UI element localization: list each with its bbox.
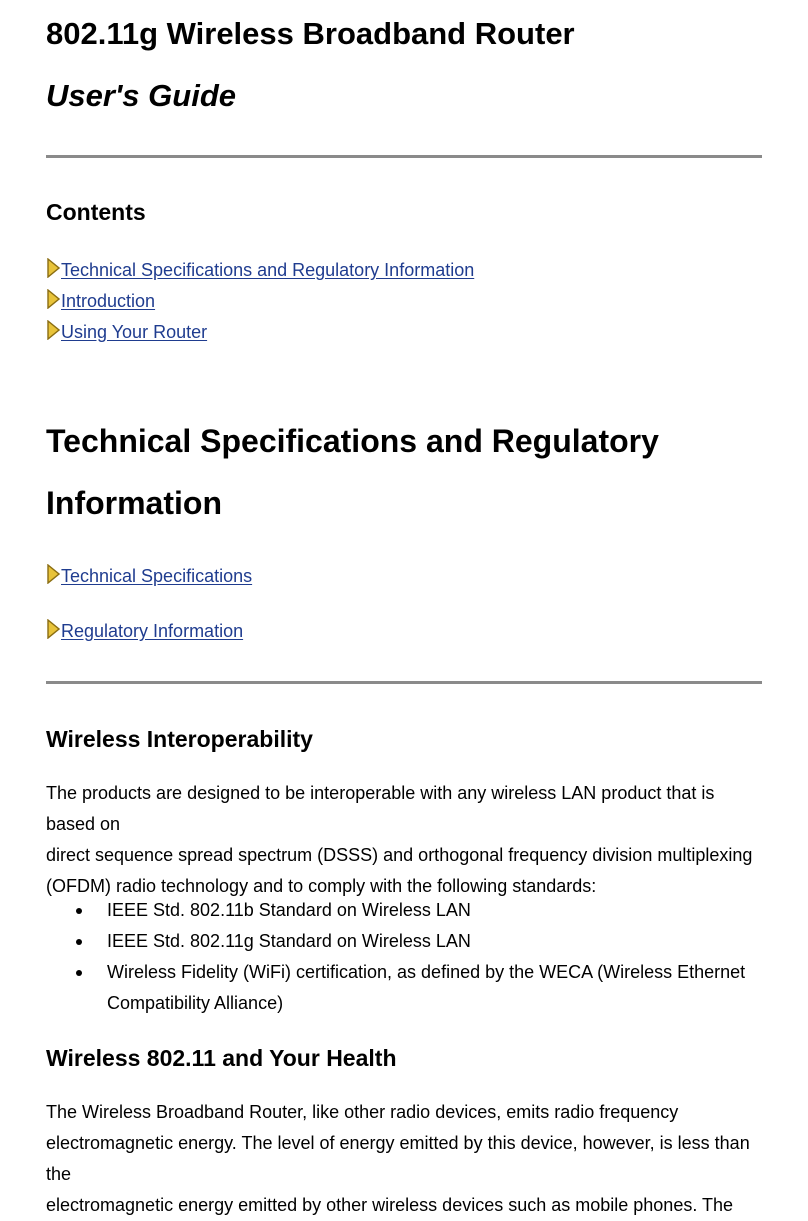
interop-line: The products are designed to be interoperable with any wireless LAN product that is based on (46, 783, 715, 834)
yellow-arrow-icon (46, 257, 61, 281)
tech-link-row[interactable] (46, 618, 243, 642)
document-subtitle: User's Guide (46, 78, 236, 113)
contents-link-row[interactable] (46, 288, 155, 312)
bullet-dot-icon (76, 908, 82, 914)
tech-section-heading-line2: Information (46, 485, 222, 521)
interop-heading: Wireless Interoperability (46, 726, 313, 752)
link-regulatory-information[interactable]: Regulatory Information (61, 621, 244, 641)
yellow-arrow-icon (46, 288, 61, 312)
health-line: The Wireless Broadband Router, like other radio devices, emits radio frequency (46, 1102, 679, 1122)
link-technical-specifications[interactable]: Technical Specifications (61, 566, 253, 586)
list-item-text: IEEE Std. 802.11b Standard on Wireless LAN (107, 900, 471, 920)
horizontal-rule (46, 681, 762, 684)
yellow-arrow-icon (46, 563, 61, 587)
contents-link-row[interactable] (46, 257, 474, 281)
interop-paragraph (46, 778, 762, 902)
contents-link-row[interactable] (46, 319, 207, 343)
list-item-text-line: Wireless Fidelity (WiFi) certification, as defined by the WECA (Wireless Ethernet (107, 962, 746, 982)
link-introduction[interactable]: Introduction (61, 291, 156, 311)
yellow-arrow-icon (46, 319, 61, 343)
health-paragraph (46, 1097, 762, 1221)
interop-line: (OFDM) radio technology and to comply with the following standards: (46, 876, 597, 896)
health-heading: Wireless 802.11 and Your Health (46, 1045, 397, 1071)
link-technical-specifications-and-regulatory-information[interactable]: Technical Specifications and Regulatory Information (61, 260, 475, 280)
health-line: electromagnetic energy emitted by other wireless devices such as mobile phones. The (46, 1195, 734, 1215)
bullet-dot-icon (76, 939, 82, 945)
list-item-text (107, 957, 747, 1019)
link-using-your-router[interactable]: Using Your Router (61, 322, 208, 342)
tech-section-heading (46, 410, 762, 534)
interop-line: direct sequence spread spectrum (DSSS) and orthogonal frequency division multiplexing (46, 845, 753, 865)
list-item-text-line: Compatibility Alliance) (107, 993, 284, 1013)
tech-section-heading-line1: Technical Specifications and Regulatory (46, 423, 659, 459)
tech-link-row[interactable] (46, 563, 252, 587)
horizontal-rule (46, 155, 762, 158)
bullet-dot-icon (76, 970, 82, 976)
yellow-arrow-icon (46, 618, 61, 642)
document-title: 802.11g Wireless Broadband Router (46, 16, 575, 51)
list-item-text: IEEE Std. 802.11g Standard on Wireless LAN (107, 931, 471, 951)
health-line: electromagnetic energy. The level of energy emitted by this device, however, is less than the (46, 1133, 750, 1184)
contents-heading: Contents (46, 199, 146, 225)
